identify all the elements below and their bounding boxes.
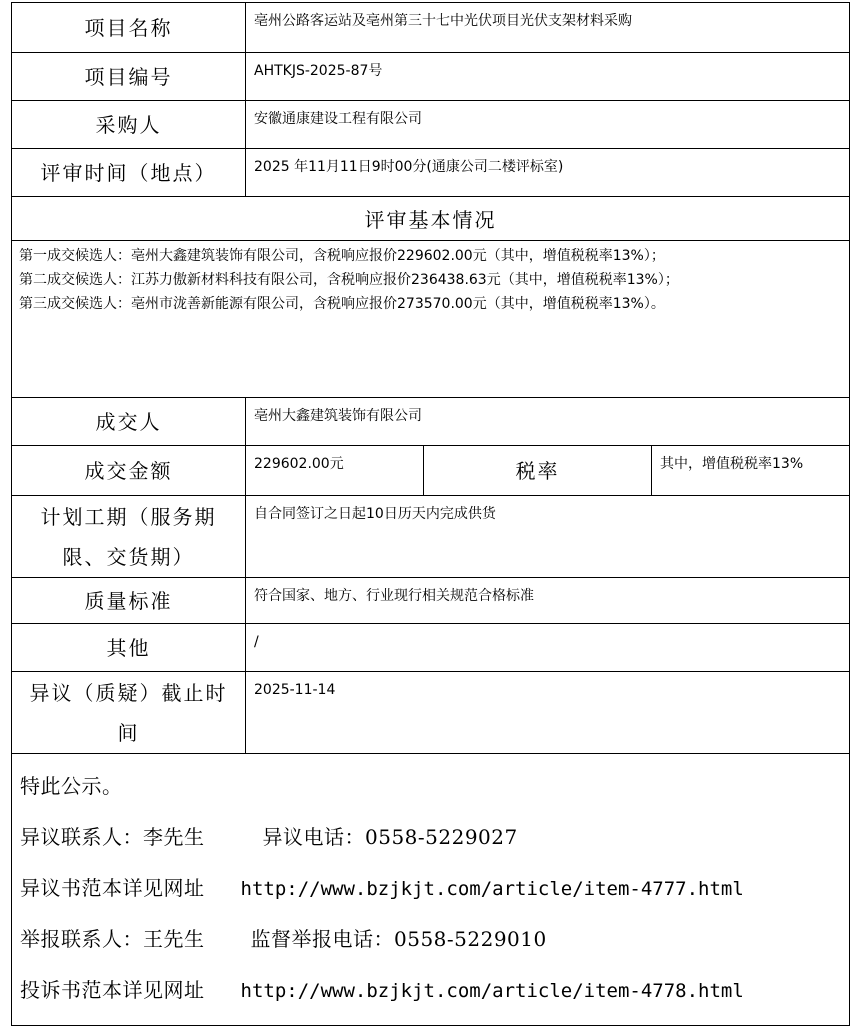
row-review-time (12, 149, 850, 197)
candidate-1: 第一成交候选人：亳州大鑫建筑装饰有限公司，含税响应报价229602.00元（其中，增值税税率13%）； (19, 248, 665, 264)
row-review-header (12, 197, 850, 241)
row-winner (12, 398, 850, 446)
footer-notice (12, 754, 850, 1026)
objection-contact-line (20, 821, 849, 872)
other-label: 其他 (12, 624, 246, 672)
project-name-label: 项目名称 (12, 3, 246, 53)
objection-deadline-label (12, 672, 246, 754)
buyer-value: 安徽通康建设工程有限公司 (246, 101, 850, 149)
project-code-label: 项目编号 (12, 53, 246, 101)
complaint-template-label: 投诉书范本详见网址 (20, 978, 205, 1002)
project-code-value: AHTKJS-2025-87号 (246, 53, 850, 101)
candidates-list (12, 241, 850, 398)
row-quality (12, 578, 850, 624)
objection-template-link[interactable]: http://www.bzjkjt.com/article/item-4777.html (240, 878, 744, 900)
announce-text: 特此公示。 (20, 774, 123, 798)
row-project-code (12, 53, 850, 101)
report-phone: 监督举报电话：0558-5229010 (250, 927, 547, 951)
row-project-name (12, 3, 850, 53)
buyer-label: 采购人 (12, 101, 246, 149)
amount-label: 成交金额 (12, 446, 246, 496)
tax-label: 税率 (424, 446, 652, 496)
row-candidates (12, 241, 850, 398)
other-value: / (246, 624, 850, 672)
objection-template-label: 异议书范本详见网址 (20, 876, 205, 900)
objection-deadline-label-line-1: 异议（质疑）截止时 (29, 680, 228, 705)
row-objection-deadline (12, 672, 850, 754)
row-footer (12, 754, 850, 1026)
row-period (12, 496, 850, 578)
review-time-label: 评审时间（地点） (12, 149, 246, 197)
candidate-2: 第二成交候选人：江苏力傲新材料科技有限公司，含税响应报价236438.63元（其中，增值税税率13%）； (19, 272, 679, 288)
row-buyer (12, 101, 850, 149)
period-label-line-2: 限、交货期） (62, 544, 195, 569)
period-label (12, 496, 246, 578)
complaint-template-link[interactable]: http://www.bzjkjt.com/article/item-4778.html (240, 980, 744, 1002)
objection-contact: 异议联系人：李先生 (20, 825, 205, 849)
period-value: 自合同签订之日起10日历天内完成供货 (246, 496, 850, 578)
objection-deadline-value: 2025-11-14 (246, 672, 850, 754)
complaint-template-line (20, 974, 849, 1025)
quality-value: 符合国家、地方、行业现行相关规范合格标准 (246, 578, 850, 624)
report-contact: 举报联系人：王先生 (20, 927, 205, 951)
amount-value: 229602.00元 (246, 446, 424, 496)
project-name-value: 亳州公路客运站及亳州第三十七中光伏项目光伏支架材料采购 (246, 3, 850, 53)
announcement-table (11, 2, 850, 1026)
review-time-value: 2025 年11月11日9时00分(通康公司二楼评标室) (246, 149, 850, 197)
objection-phone: 异议电话：0558-5229027 (262, 825, 518, 849)
row-other (12, 624, 850, 672)
tax-value: 其中，增值税税率13% (652, 446, 850, 496)
report-contact-line (20, 923, 849, 974)
objection-deadline-label-line-2: 间 (117, 720, 140, 745)
row-amount (12, 446, 850, 496)
objection-template-line (20, 872, 849, 923)
winner-label: 成交人 (12, 398, 246, 446)
review-section-header: 评审基本情况 (12, 197, 850, 241)
winner-value: 亳州大鑫建筑装饰有限公司 (246, 398, 850, 446)
quality-label: 质量标准 (12, 578, 246, 624)
period-label-line-1: 计划工期（服务期 (40, 504, 217, 529)
candidate-3: 第三成交候选人：亳州市泷善新能源有限公司，含税响应报价273570.00元（其中，增值税税率13%）。 (19, 296, 665, 312)
